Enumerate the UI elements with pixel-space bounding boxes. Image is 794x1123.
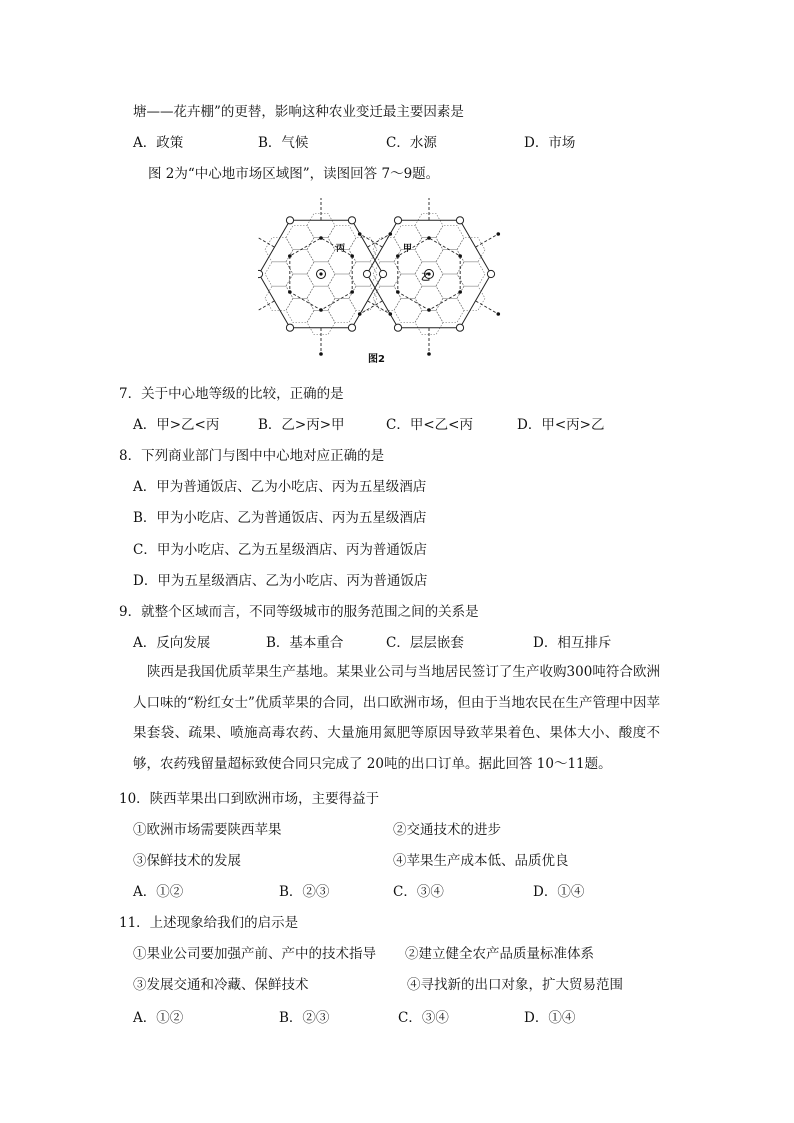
low-order-place (358, 312, 362, 316)
small-market-area (265, 286, 293, 310)
q7-option-d: D．甲<丙>乙 (517, 417, 605, 433)
central-place-diagram (258, 198, 510, 366)
higher-order-place (348, 324, 355, 331)
q10-statement-3: ③保鲜技术的发展 (133, 853, 241, 869)
small-market-area (415, 238, 443, 262)
q11-stem: 11．上述现象给我们的启示是 (119, 915, 299, 931)
q6-option-b: B．气候 (258, 135, 309, 151)
small-market-area (436, 298, 464, 322)
q7-option-c: C．甲<乙<丙 (386, 417, 473, 433)
small-market-area (307, 238, 335, 262)
q6-option-c: C．水源 (386, 135, 437, 151)
small-market-area (265, 238, 293, 262)
q11-option-c: C．③④ (398, 1010, 449, 1026)
outer-link (476, 301, 499, 314)
q10-statement-4: ④苹果生产成本低、品质优良 (393, 853, 569, 869)
q6-option-a: A．政策 (133, 135, 184, 151)
small-market-area (286, 226, 314, 250)
higher-order-place (379, 270, 386, 277)
small-market-area (415, 286, 443, 310)
low-order-place (427, 352, 431, 356)
q10-option-a: A．①② (133, 884, 184, 900)
figure-intro: 图 2为“中心地市场区域图”，读图回答 7～9题。 (148, 166, 440, 182)
q11-statement-3: ③发展交通和冷藏、保鲜技术 (133, 977, 309, 993)
low-order-place (358, 232, 362, 236)
mid-order-place (319, 236, 323, 240)
q6-stem-tail: 塘——花卉棚”的更替，影响这种农业变迁最主要因素是 (133, 104, 464, 120)
apple-passage: 陕西是我国优质苹果生产基地。某果业公司与当地居民签订了生产收购300吨符合欧洲人口味的“粉红女士”优质苹果的合同，出口欧洲市场，但由于当地农民在生产管理中因苹果套袋、疏果、喷施高毒农药、大量施用氮肥等原因导致苹果着色、果体大小、酸度不够，农药残留量超标致使合同只完成了 20吨的出口订单。据此回答 10～11题。 (133, 664, 660, 772)
small-market-area (307, 310, 335, 334)
q9-option-c: C．层层嵌套 (386, 635, 464, 651)
label-yi: 乙 (421, 273, 431, 283)
higher-order-place (394, 217, 401, 224)
q8-stem: 8．下列商业部门与图中中心地对应正确的是 (119, 448, 385, 464)
q11-statement-2: ②建立健全农产品质量标准体系 (405, 946, 594, 962)
small-market-area (415, 213, 443, 237)
q8-option-d: D．甲为五星级酒店、乙为小吃店、丙为普通饭店 (133, 573, 428, 589)
q11-option-b: B．②③ (279, 1010, 330, 1026)
label-jia: 甲 (403, 244, 413, 254)
q9-option-b: B．基本重合 (266, 635, 344, 651)
mid-order-place (288, 254, 292, 258)
mid-order-place (427, 308, 431, 312)
outer-link (258, 301, 274, 314)
q10-statement-2: ②交通技术的进步 (393, 822, 501, 838)
mid-order-place (396, 290, 400, 294)
small-market-area (265, 262, 293, 286)
q8-option-b: B．甲为小吃店、乙为普通饭店、丙为五星级酒店 (133, 510, 427, 526)
q11-statement-4: ④寻找新的出口对象，扩大贸易范围 (407, 977, 623, 993)
small-market-area (415, 310, 443, 334)
higher-order-place (363, 270, 370, 277)
low-order-place (496, 232, 500, 236)
q8-option-a: A．甲为普通饭店、乙为小吃店、丙为五星级酒店 (133, 479, 427, 495)
higher-order-place (456, 217, 463, 224)
q7-stem: 7．关于中心地等级的比较，正确的是 (119, 386, 344, 402)
mid-order-place (458, 254, 462, 258)
higher-order-place (286, 217, 293, 224)
q10-statement-1: ①欧洲市场需要陕西苹果 (133, 822, 282, 838)
q11-statement-1: ①果业公司要加强产前、产中的技术指导 (133, 946, 376, 962)
q10-stem: 10．陕西苹果出口到欧洲市场，主要得益于 (119, 791, 380, 807)
mid-order-place (427, 236, 431, 240)
small-market-area (457, 238, 485, 262)
small-market-area (307, 213, 335, 237)
small-market-area (457, 262, 485, 286)
q11-option-d: D．①④ (524, 1010, 576, 1026)
q11-option-a: A．①② (133, 1010, 184, 1026)
q10-option-b: B．②③ (279, 884, 330, 900)
low-order-place (388, 232, 392, 236)
mid-order-place (396, 254, 400, 258)
q9-stem: 9．就整个区域而言，不同等级城市的服务范围之间的关系是 (119, 604, 479, 620)
small-market-area (286, 298, 314, 322)
outer-link (476, 234, 499, 247)
q7-option-a: A．甲>乙<丙 (133, 417, 220, 433)
small-market-area (436, 226, 464, 250)
low-order-place (496, 312, 500, 316)
q9-option-d: D．相互排斥 (533, 635, 612, 651)
low-order-place (388, 312, 392, 316)
mid-order-place (350, 290, 354, 294)
mid-order-place (350, 254, 354, 258)
mid-order-place (288, 290, 292, 294)
higher-order-place (258, 270, 263, 277)
mid-order-place (319, 308, 323, 312)
q10-option-d: D．①④ (533, 884, 585, 900)
q6-option-d: D．市场 (524, 135, 576, 151)
higher-order-place (487, 270, 494, 277)
small-market-area (307, 286, 335, 310)
q9-option-a: A．反向发展 (133, 635, 211, 651)
higher-order-place (394, 324, 401, 331)
q8-option-c: C．甲为小吃店、乙为五星级酒店、丙为普通饭店 (133, 542, 427, 558)
label-bing: 丙 (336, 244, 346, 254)
q7-option-b: B．乙>丙>甲 (258, 417, 345, 433)
outer-link (258, 234, 274, 247)
figure-caption: 图2 (368, 354, 385, 365)
small-market-area (394, 298, 422, 322)
small-market-area (328, 298, 356, 322)
mid-order-place (458, 290, 462, 294)
q10-option-c: C．③④ (393, 884, 444, 900)
higher-order-place (286, 324, 293, 331)
higher-order-place (348, 217, 355, 224)
small-market-area (457, 286, 485, 310)
low-order-place (319, 352, 323, 356)
higher-order-place (456, 324, 463, 331)
main-center-dot (319, 272, 322, 275)
